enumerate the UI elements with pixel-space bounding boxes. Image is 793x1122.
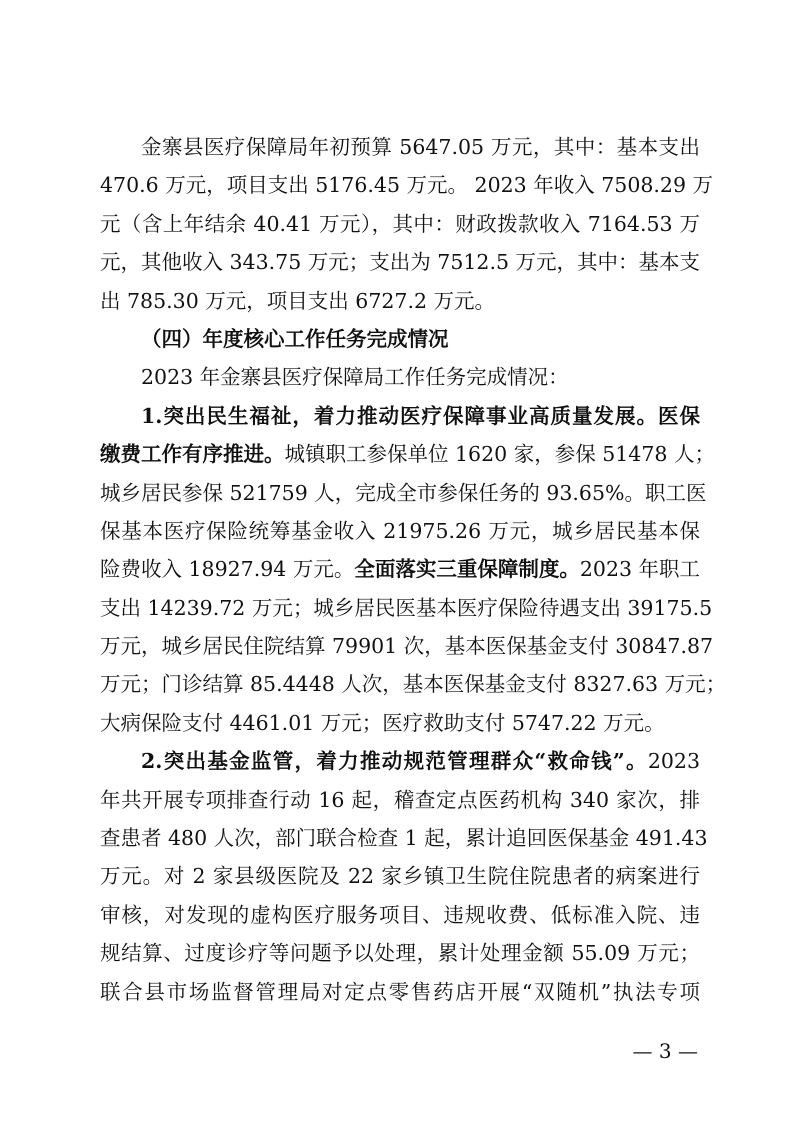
text-line [100,704,700,742]
text-line [100,627,714,665]
text-segment: 大病保险支付 4461.01 万元；医疗救助支付 5747.22 万元。 [100,710,665,735]
text-segment: 万元；门诊结算 85.4448 人次，基本医保基金支付 8327.63 万元； [100,672,727,697]
text-line [100,435,715,473]
text-segment: 万元。对 2 家县级医院及 22 家乡镇卫生院住院患者的病案进行 [100,864,700,889]
intro-line [100,358,700,396]
text-line [100,973,700,1011]
text-segment: 查患者 480 人次，部门联合检查 1 起，累计追回医保基金 491.43 [100,826,708,851]
text-line [100,282,700,320]
text-line [100,857,700,895]
text-segment: 支出 14239.72 万元；城乡居民医基本医疗保险待遇支出 39175.5 [100,595,713,620]
bold-segment: 2.突出基金监管，着力推动规范管理群众“救命钱”。 [141,749,648,774]
text-segment: 金寨县医疗保障局年初预算 5647.05 万元，其中：基本支出 [141,135,700,159]
text-segment: 元（含上年结余 40.41 万元），其中：财政拨款收入 7164.53 万 [100,211,700,236]
text-line [100,243,700,281]
text-segment: 年共开展专项排查行动 16 起，稽查定点医药机构 340 家次，排 [100,787,700,812]
text-line [100,819,708,857]
text-segment: 2023 [647,749,700,774]
text-line [100,205,700,243]
document-body [100,128,727,1011]
page-number: — 3 — [632,1039,698,1063]
bold-segment: 缴费工作有序推进。 [100,442,285,467]
text-segment: 470.6 万元，项目支出 5176.45 万元。 2023 年收入 7508.29 万 [100,173,714,198]
text-segment: 城乡居民参保 521759 人，完成全市参保任务的 93.65%。职工医 [100,480,707,505]
text-segment: 出 785.30 万元，项目支出 6727.2 万元。 [100,288,496,313]
text-line [100,896,700,934]
text-line [100,781,700,819]
text-segment: 规结算、过度诊疗等问题予以处理，累计处理金额 55.09 万元； [100,941,700,966]
text-segment: 元，其他收入 343.75 万元；支出为 7512.5 万元，其中：基本支 [100,250,701,275]
text-line [100,128,700,166]
text-line [100,166,714,204]
text-segment: 万元，城乡居民住院结算 79901 次，基本医保基金支付 30847.87 [100,634,714,659]
text-line [100,397,700,435]
text-segment: 险费收入 18927.94 万元。 [100,557,355,582]
text-line [100,550,700,588]
text-line [100,742,700,780]
bold-segment: 全面落实三重保障制度。 [354,557,580,582]
text-line [100,934,700,972]
text-line [100,589,713,627]
text-segment: 保基本医疗保险统筹基金收入 21975.26 万元，城乡居民基本保 [100,518,700,543]
text-segment: 2023 年金寨县医疗保障局工作任务完成情况： [141,365,569,390]
text-line [100,474,707,512]
heading-text: （四）年度核心工作任务完成情况 [141,326,449,351]
text-line [100,512,700,550]
text-segment: 2023 年职工 [579,557,701,582]
bold-segment: 1.突出民生福祉，着力推动医疗保障事业高质量发展。医保 [141,403,700,428]
section-heading [100,320,700,358]
text-segment: 审核，对发现的虚构医疗服务项目、违规收费、低标准入院、违 [100,902,700,927]
text-line [100,665,727,703]
text-segment: 联合县市场监督管理局对定点零售药店开展“双随机”执法专项 [100,979,700,1004]
text-segment: 城镇职工参保单位 1620 家，参保 51478 人； [284,442,715,467]
